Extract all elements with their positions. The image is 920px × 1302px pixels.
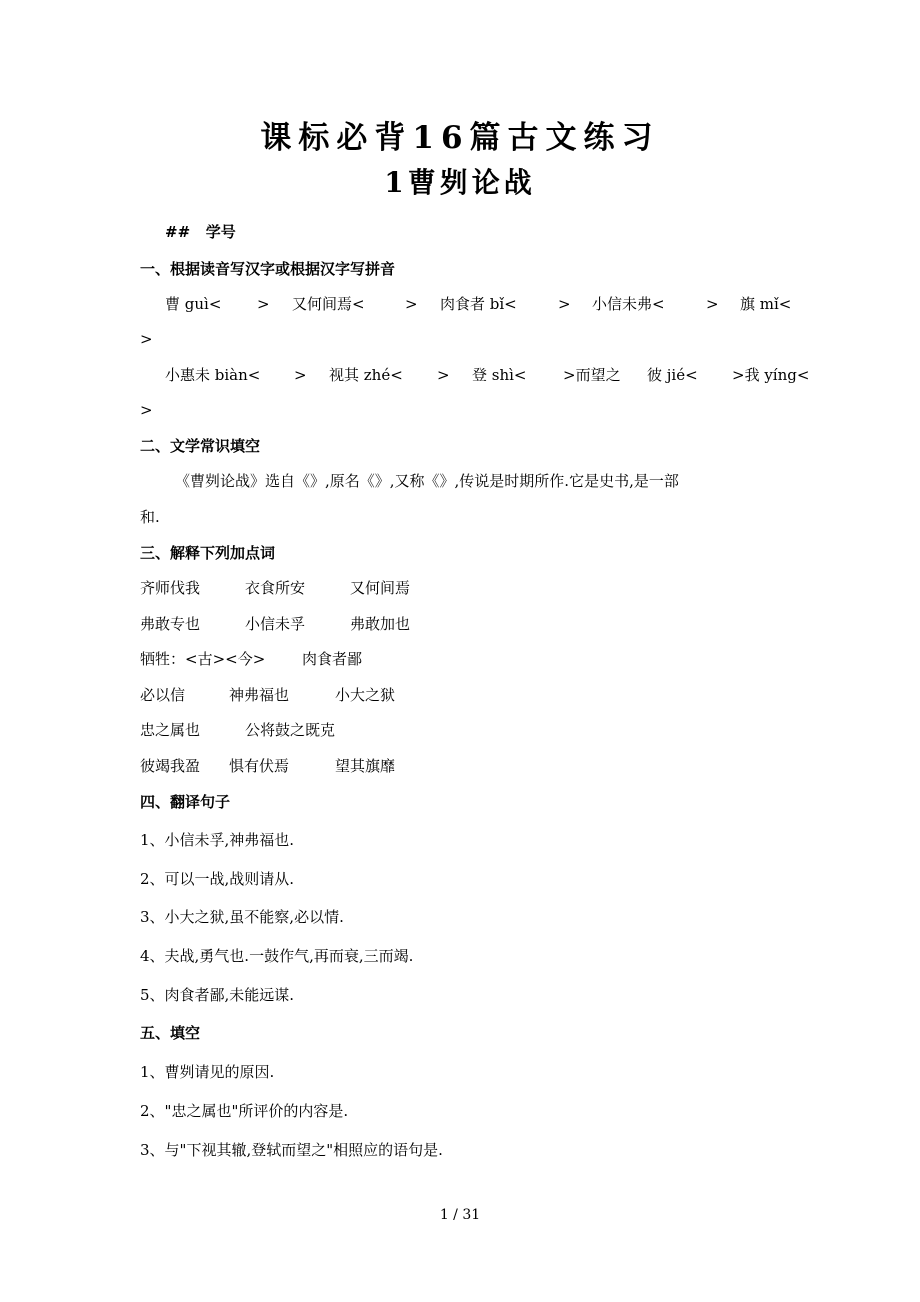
blank-item: >我 yíng< (732, 366, 810, 384)
word-item: 忠之属也 (140, 721, 201, 739)
blank-item: 肉食者 bǐ< (440, 295, 517, 313)
blank-item: 又何间焉< (292, 295, 365, 313)
blank-item: 小惠未 biàn< (165, 366, 261, 384)
document-title: 课标必背16篇古文练习 (260, 120, 660, 156)
fill-item: 1、曹刿请见的原因. (140, 1063, 275, 1081)
blank-item: > (437, 366, 450, 384)
blank-item: > (294, 366, 307, 384)
section-5-heading: 五、填空 (140, 1024, 201, 1042)
blank-item: 旗 mǐ< (740, 295, 792, 313)
document-subtitle: 1曹刿论战 (384, 166, 536, 199)
section-2-text-2: 和. (140, 508, 160, 526)
blank-item: 视其 zhé< (329, 366, 403, 384)
word-item: 衣食所安 (245, 579, 306, 597)
section-2-text-1: 《曹刿论战》选自《》,原名《》,又称《》,传说是时期所作.它是史书,是一部 (175, 472, 679, 490)
word-item: 望其旗靡 (335, 757, 396, 775)
blank-item: 登 shì< (472, 366, 527, 384)
translation-item: 5、肉食者鄙,未能远谋. (140, 986, 295, 1004)
word-item: 弗敢加也 (350, 615, 411, 633)
fill-item: 2、"忠之属也"所评价的内容是. (140, 1102, 349, 1120)
blank-item: > (558, 295, 571, 313)
section-4-heading: 四、翻译句子 (140, 793, 231, 811)
word-item: 小信未孚 (245, 615, 306, 633)
word-item: 齐师伐我 (140, 579, 201, 597)
section-1-heading: 一、根据读音写汉字或根据汉字写拼音 (140, 260, 396, 278)
fill-item: 3、与"下视其辙,登轼而望之"相照应的语句是. (140, 1141, 443, 1159)
word-item: 彼竭我盈 (140, 757, 201, 775)
word-item: 牺牲：<古><今> (140, 650, 266, 668)
blank-item: 曹 guì< (165, 295, 222, 313)
section-2-heading: 二、文学常识填空 (140, 437, 261, 455)
translation-item: 1、小信未孚,神弗福也. (140, 831, 295, 849)
word-item: 弗敢专也 (140, 615, 201, 633)
translation-item: 3、小大之狱,虽不能察,必以情. (140, 908, 344, 926)
blank-item: > (257, 295, 270, 313)
blank-item: > (706, 295, 719, 313)
page-number: 1 / 31 (439, 1207, 481, 1223)
section-1-row-2-tail: > (140, 401, 153, 419)
blank-item: 小信未弗< (592, 295, 665, 313)
word-item: 神弗福也 (229, 686, 290, 704)
word-item: 又何间焉 (350, 579, 411, 597)
word-item: 肉食者鄙 (302, 650, 363, 668)
section-1-row-1-tail: > (140, 330, 153, 348)
word-item: 公将鼓之既克 (245, 721, 336, 739)
blank-item: > (405, 295, 418, 313)
word-item: 小大之狱 (335, 686, 396, 704)
word-item: 必以信 (140, 686, 186, 704)
blank-item: 彼 jié< (647, 366, 698, 384)
blank-item: >而望之 (563, 366, 621, 384)
student-number-line: ## 学号 (165, 223, 236, 241)
section-3-heading: 三、解释下列加点词 (140, 544, 276, 562)
translation-item: 2、可以一战,战则请从. (140, 870, 295, 888)
word-item: 惧有伏焉 (229, 757, 290, 775)
translation-item: 4、夫战,勇气也.一鼓作气,再而衰,三而竭. (140, 947, 414, 965)
